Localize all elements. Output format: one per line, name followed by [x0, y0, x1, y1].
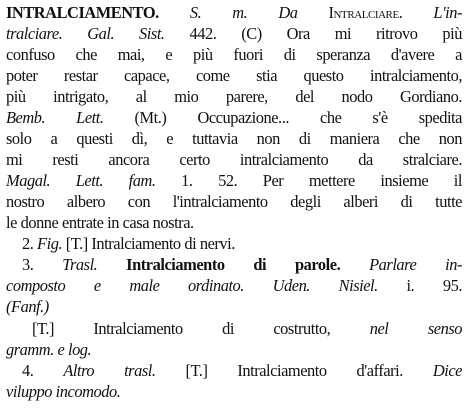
- text-segment: Intralciamento di parole.: [126, 255, 341, 275]
- sense-3-line-1: [22, 254, 462, 275]
- text-segment: Dice: [432, 360, 462, 380]
- text-segment: .: [398, 3, 434, 22]
- sense-3-sub-line-1: [32, 318, 462, 339]
- text-segment: L'in-: [433, 3, 463, 22]
- text-segment: (Fanf.): [6, 297, 49, 317]
- entry-line-4: [6, 65, 462, 86]
- entry-line-3: [6, 44, 462, 65]
- text-segment: i. 95.: [377, 276, 462, 296]
- entry-line-8: [6, 149, 462, 170]
- text-segment: Intralciare: [328, 3, 399, 22]
- text-segment: Uden. Nisiel.: [272, 276, 378, 296]
- text-segment: [62, 24, 87, 43]
- text-segment: Bemb. Lett.: [6, 108, 104, 128]
- text-segment: S. m.: [158, 3, 279, 22]
- sense-4-line-2: [6, 381, 462, 402]
- text-segment: [97, 255, 126, 274]
- text-segment: Trasl.: [62, 255, 98, 275]
- entry-line-1: [6, 2, 462, 23]
- sense-2-line: [22, 233, 462, 254]
- text-segment: gramm. e log.: [6, 339, 92, 359]
- sense-3-line-3: [6, 296, 462, 317]
- entry-line-2: [6, 23, 462, 44]
- entry-line-11: [6, 212, 462, 233]
- text-segment: mi resti ancora certo intralciamento da stralciare.: [6, 150, 462, 170]
- text-segment: Da: [278, 3, 329, 22]
- entry-line-9: [6, 170, 462, 191]
- text-segment: viluppo incomodo.: [6, 381, 121, 401]
- text-segment: 2.: [22, 234, 38, 254]
- text-segment: INTRALCIAMENTO.: [6, 3, 159, 22]
- text-segment: le donne entrate in casa nostra.: [6, 213, 194, 233]
- text-segment: confuso che mai, e più fuori di speranza d'avere a: [6, 45, 462, 65]
- text-segment: Magal. Lett. fam.: [6, 171, 156, 191]
- text-segment: poter restar capace, come stia questo intralciamento,: [6, 66, 462, 86]
- text-segment: più intrigato, al mio parere, del nodo Gordiano.: [6, 87, 462, 107]
- text-segment: [244, 276, 273, 295]
- text-segment: nel senso: [369, 318, 462, 338]
- entry-line-10: [6, 191, 462, 212]
- sense-3-sub-line-2: [6, 339, 462, 360]
- text-segment: 3.: [22, 255, 63, 275]
- text-segment: Altro trasl.: [63, 360, 156, 380]
- sense-4-line-1: [22, 360, 462, 381]
- text-segment: Fig.: [37, 234, 63, 254]
- text-segment: composto e male ordinato.: [6, 276, 244, 296]
- text-segment: Parlare in-: [369, 255, 462, 275]
- text-segment: [T.] Intralciamento di nervi.: [62, 234, 235, 254]
- text-segment: nostro albero con l'intralciamento degli alberi di tutte: [6, 192, 462, 212]
- text-segment: 1. 52. Per mettere insieme il: [155, 171, 463, 191]
- entry-line-5: [6, 86, 462, 107]
- text-segment: 442. (C) Ora mi ritrovo più: [164, 24, 463, 43]
- text-segment: solo a questi dì, e tuttavia non di maniera che non: [6, 129, 462, 149]
- text-segment: [340, 255, 369, 274]
- text-segment: tralciare.: [6, 24, 63, 43]
- text-segment: Gal. Sist.: [87, 24, 165, 43]
- text-segment: 4.: [22, 360, 64, 380]
- text-segment: (Mt.) Occupazione... che s'è spedita: [103, 108, 462, 128]
- entry-line-7: [6, 128, 462, 149]
- sense-3-line-2: [6, 275, 462, 296]
- text-segment: [T.] Intralciamento d'affari.: [155, 360, 433, 380]
- entry-line-6: [6, 107, 462, 128]
- text-segment: [T.] Intralciamento di costrutto,: [32, 318, 370, 338]
